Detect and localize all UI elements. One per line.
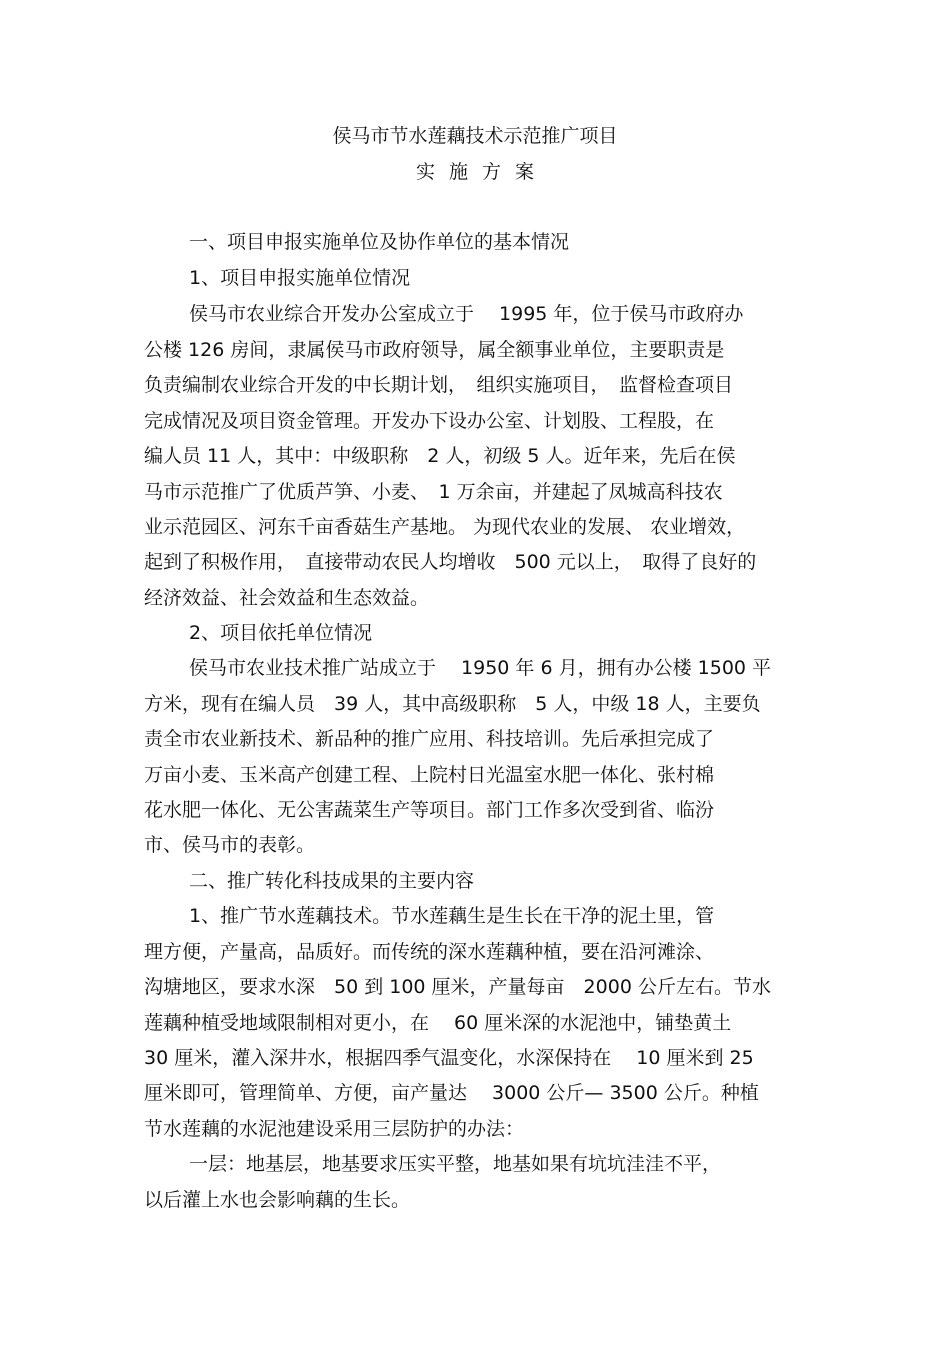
paragraph-line: 以后灌上水也会影响藕的生长。 <box>144 1189 411 1211</box>
document-subtitle: 实施方案 <box>415 161 548 183</box>
paragraph-line: 公楼 126 房间，隶属侯马市政府领导，属全额事业单位，主要职责是 <box>144 339 725 361</box>
paragraph-line: 花水肥一体化、无公害蔬菜生产等项目。部门工作多次受到省、临汾 <box>144 799 715 821</box>
paragraph-line: 1、推广节水莲藕技术。节水莲藕生是生长在干净的泥土里，管 <box>189 905 715 927</box>
paragraph-line: 责全市农业新技术、新品种的推广应用、科技培训。先后承担完成了 <box>144 728 715 750</box>
paragraph-line: 节水莲藕的水泥池建设采用三层防护的办法： <box>144 1118 525 1140</box>
paragraph-line: 市、侯马市的表彰。 <box>144 834 316 856</box>
document-title: 侯马市节水莲藕技术示范推广项目 <box>332 125 618 147</box>
paragraph-line: 经济效益、社会效益和生态效益。 <box>144 587 430 609</box>
paragraph-line: 侯马市农业技术推广站成立于 1950 年 6 月，拥有办公楼 1500 平 <box>189 657 772 679</box>
paragraph-line: 厘米即可，管理简单、方便，亩产量达 3000 公斤— 3500 公斤。种植 <box>144 1082 759 1104</box>
paragraph-line: 编人员 11 人，其中：中级职称 2 人，初级 5 人。近年来，先后在侯 <box>144 445 736 467</box>
paragraph-line: 万亩小麦、玉米高产创建工程、上院村日光温室水肥一体化、张村棉 <box>144 764 715 786</box>
paragraph-line: 莲藕种植受地域限制相对更小，在 60 厘米深的水泥池中，铺垫黄土 <box>144 1012 732 1034</box>
subsection-heading-1-2: 2、项目依托单位情况 <box>189 622 373 644</box>
section-heading-2: 二、推广转化科技成果的主要内容 <box>189 870 475 892</box>
paragraph-line: 理方便，产量高，品质好。而传统的深水莲藕种植，要在沿河滩涂、 <box>144 941 715 963</box>
paragraph-line: 侯马市农业综合开发办公室成立于 1995 年，位于侯马市政府办 <box>189 303 744 325</box>
section-heading-1: 一、项目申报实施单位及协作单位的基本情况 <box>189 231 570 253</box>
paragraph-line: 一层：地基层，地基要求压实平整，地基如果有坑坑洼洼不平， <box>189 1153 722 1175</box>
paragraph-line: 起到了积极作用， 直接带动农民人均增收 500 元以上， 取得了良好的 <box>144 551 757 573</box>
paragraph-line: 业示范园区、河东千亩香菇生产基地。 为现代农业的发展、 农业增效， <box>144 516 746 538</box>
paragraph-line: 马市示范推广了优质芦笋、小麦、 1 万余亩，并建起了凤城高科技农 <box>144 481 723 503</box>
paragraph-line: 30 厘米，灌入深井水，根据四季气温变化，水深保持在 10 厘米到 25 <box>144 1047 754 1069</box>
subsection-heading-1-1: 1、项目申报实施单位情况 <box>189 267 411 289</box>
paragraph-line: 方米，现有在编人员 39 人，其中高级职称 5 人，中级 18 人，主要负 <box>144 693 761 715</box>
paragraph-line: 负责编制农业综合开发的中长期计划， 组织实施项目， 监督检查项目 <box>144 374 734 396</box>
paragraph-line: 沟塘地区，要求水深 50 到 100 厘米，产量每亩 2000 公斤左右。节水 <box>144 976 771 998</box>
paragraph-line: 完成情况及项目资金管理。开发办下设办公室、计划股、工程股，在 <box>144 410 715 432</box>
